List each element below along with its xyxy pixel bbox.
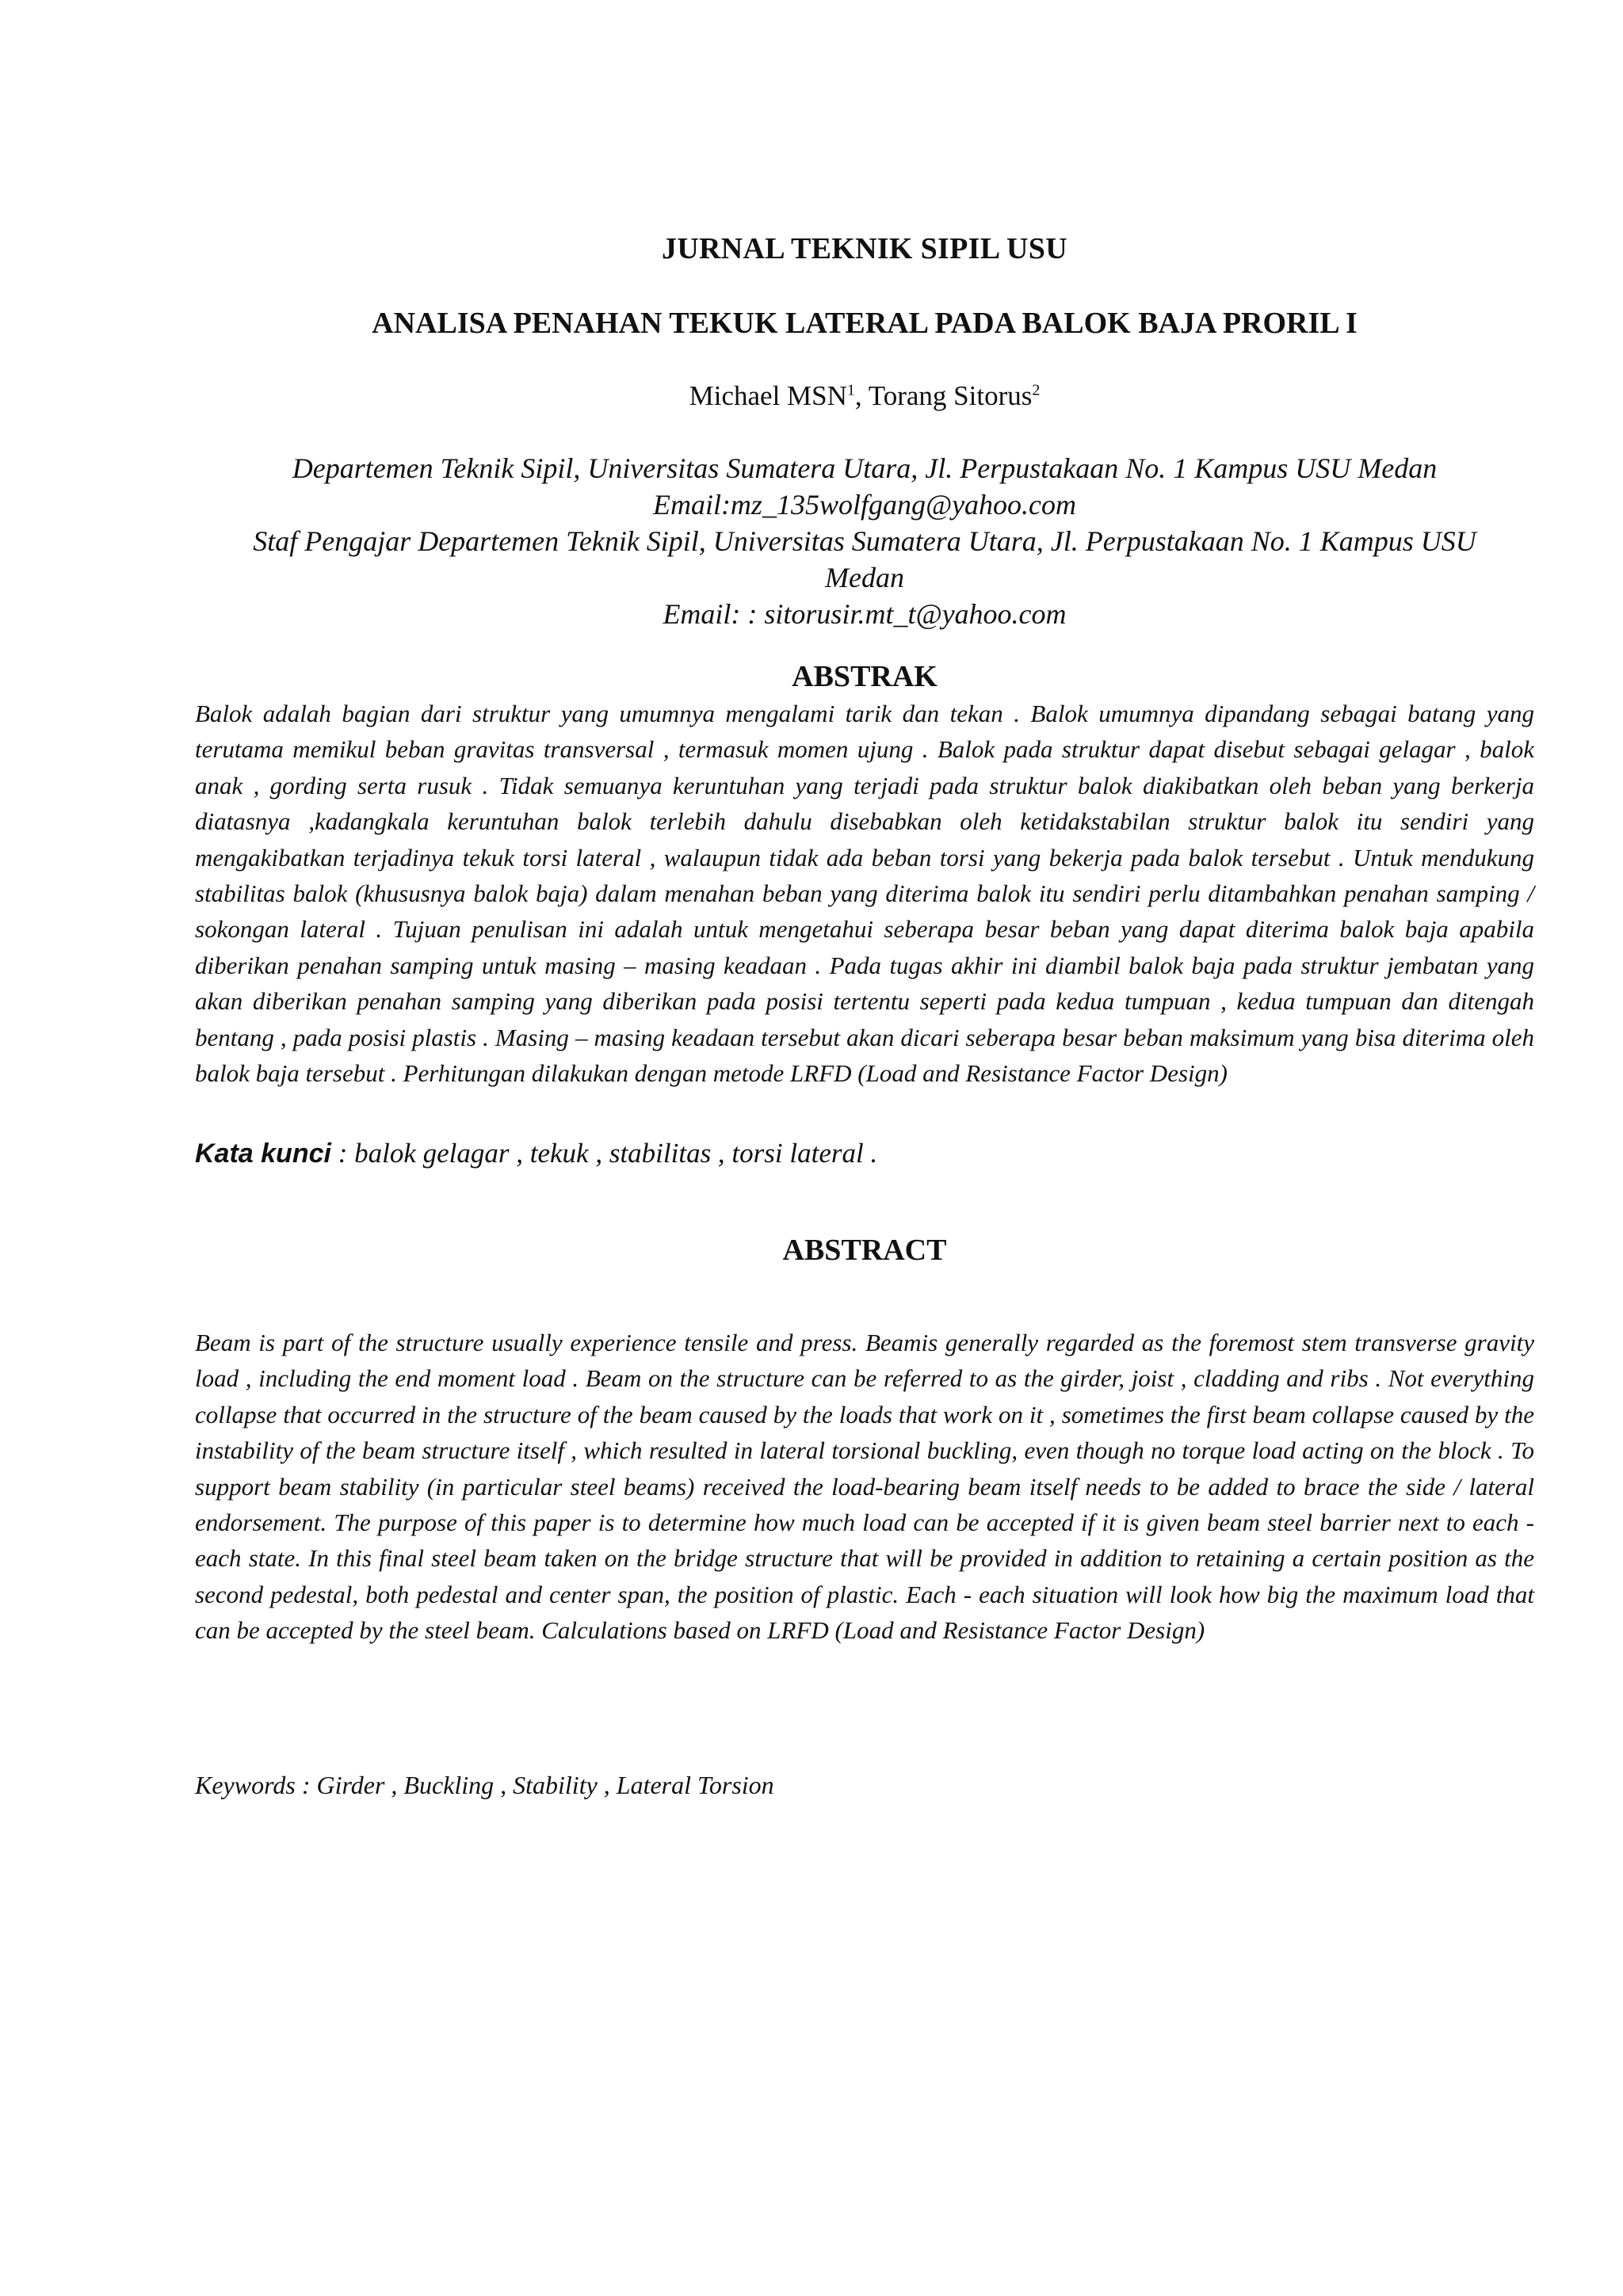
abstrak-heading: ABSTRAK bbox=[792, 660, 938, 693]
kata-kunci-label: Kata kunci bbox=[195, 1138, 331, 1169]
author-name: Michael MSN bbox=[689, 380, 847, 411]
abstract-heading: ABSTRACT bbox=[782, 1234, 947, 1267]
paper-title: ANALISA PENAHAN TEKUK LATERAL PADA BALOK BAJA PRORIL I bbox=[372, 307, 1358, 340]
kata-kunci bbox=[195, 1138, 877, 1169]
email-line: Email: : sitorusir.mt_t@yahoo.com bbox=[663, 598, 1067, 630]
author-line bbox=[195, 380, 1534, 412]
author-separator: , bbox=[854, 380, 869, 411]
affiliation-line: Staf Pengajar Departemen Teknik Sipil, Universitas Sumatera Utara, Jl. Perpustakaan No. 1 Kampus USU bbox=[253, 525, 1476, 557]
author-name: Torang Sitorus bbox=[868, 380, 1033, 411]
journal-title: JURNAL TEKNIK SIPIL USU bbox=[662, 232, 1067, 265]
affiliation-marker: 1 bbox=[846, 381, 855, 399]
email-line: Email:mz_135wolfgang@yahoo.com bbox=[652, 489, 1077, 521]
affiliation-line: Medan bbox=[825, 562, 904, 593]
affiliations bbox=[195, 450, 1534, 632]
abstrak-paragraph: Balok adalah bagian dari struktur yang umumnya mengalami tarik dan tekan . Balok umumnya dipandang sebagai batang yang terutama memikul beban gravitas transversal , termasuk momen ujung . Balok pada struktur dapat disebut sebagai gelagar , balok anak , gording serta rusuk . Tidak semuanya keruntuhan yang terjadi pada struktur balok diakibatkan oleh beban yang berkerja diatasnya ,kadangkala keruntuhan balok terlebih dahulu disebabkan oleh ketidakstabilan struktur balok itu sendiri yang mengakibatkan terjadinya tekuk torsi lateral , walaupun tidak ada beban torsi yang bekerja pada balok tersebut . Untuk mendukung stabilitas balok (khususnya balok baja) dalam menahan beban yang diterima balok itu sendiri perlu ditambahkan penahan samping / sokongan lateral . Tujuan penulisan ini adalah untuk mengetahui seberapa besar beban yang dapat diterima balok baja apabila diberikan penahan samping untuk masing – masing keadaan . Pada tugas akhir ini diambil balok baja pada struktur jembatan yang akan diberikan penahan samping yang diberikan pada posisi tertentu seperti pada kedua tumpuan , kedua tumpuan dan ditengah bentang , pada posisi plastis . Masing – masing keadaan tersebut akan dicari seberapa besar beban maksimum yang bisa diterima oleh balok baja tersebut . Perhitungan dilakukan dengan metode LRFD (Load and Resistance Factor Design) bbox=[195, 700, 1534, 1088]
affiliation-line: Departemen Teknik Sipil, Universitas Sumatera Utara, Jl. Perpustakaan No. 1 Kampus USU Medan bbox=[292, 452, 1438, 484]
abstract-paragraph: Beam is part of the structure usually experience tensile and press. Beamis generally regarded as the foremost stem transverse gravity load , including the end moment load . Beam on the structure can be referred to as the girder, joist , cladding and ribs . Not everything collapse that occurred in the structure of the beam caused by the loads that work on it , sometimes the first beam collapse caused by the instability of the beam structure itself , which resulted in lateral torsional buckling, even though no torque load acting on the block . To support beam stability (in particular steel beams) received the load-bearing beam itself needs to be added to brace the side / lateral endorsement. The purpose of this paper is to determine how much load can be accepted if it is given beam steel barrier next to each - each state. In this final steel beam taken on the bridge structure that will be provided in addition to retaining a certain position as the second pedestal, both pedestal and center span, the position of plastic. Each - each situation will look how big the maximum load that can be accepted by the steel beam. Calculations based on LRFD (Load and Resistance Factor Design) bbox=[195, 1329, 1534, 1645]
kata-kunci-text: : balok gelagar , tekuk , stabilitas , torsi lateral . bbox=[330, 1138, 878, 1169]
affiliation-marker: 2 bbox=[1032, 381, 1041, 399]
keywords-line: Keywords : Girder , Buckling , Stability , Lateral Torsion bbox=[195, 1771, 774, 1799]
